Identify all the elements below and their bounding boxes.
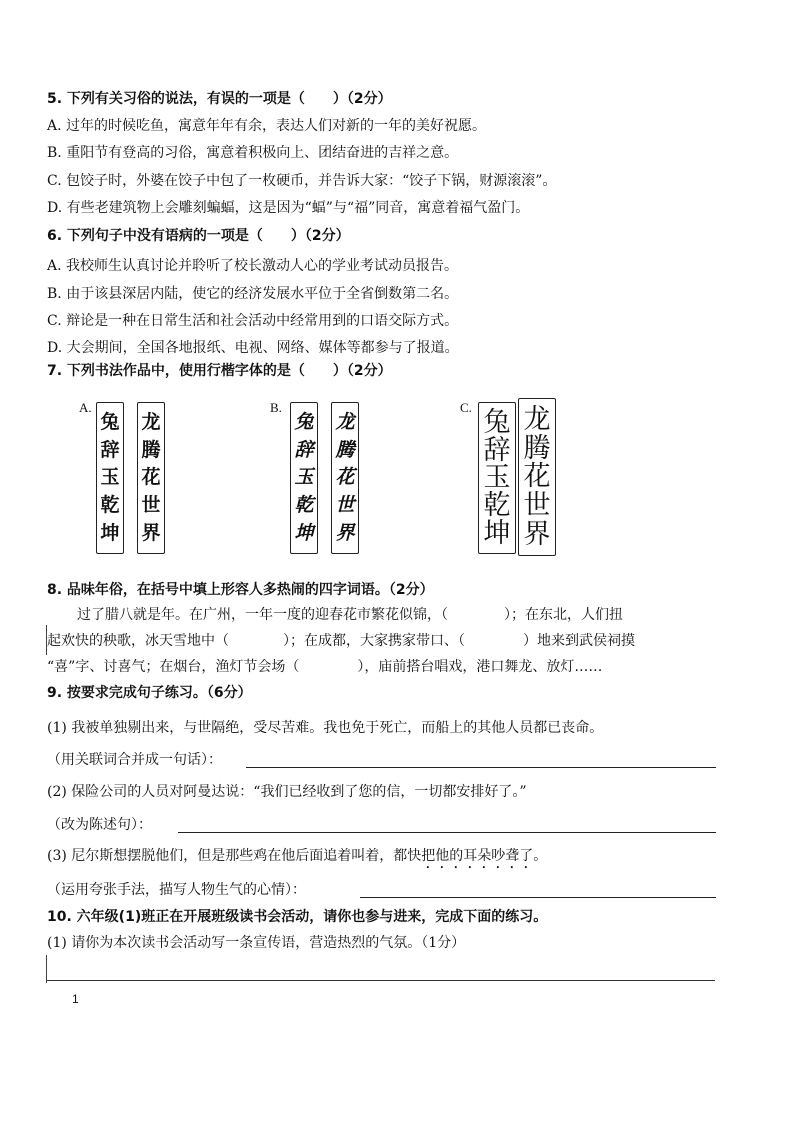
calligraphy-char: 花: [335, 466, 355, 489]
q7-title: 7. 下列书法作品中，使用行楷字体的是（ ）（2分）: [47, 363, 392, 379]
calligraphy-char: 乾: [294, 494, 314, 517]
q6-title: 6. 下列句子中没有语病的一项是（ ）（2分）: [47, 228, 350, 244]
q7-a-left-scroll: [96, 402, 124, 554]
q9-answer-line-2[interactable]: [178, 832, 716, 833]
calligraphy-char: 腾: [335, 438, 355, 461]
q8-passage-line-1: 过了腊八就是年。在广州，一年一度的迎春花市繁花似锦，（ ）；在东北，人们扭: [77, 607, 623, 623]
calligraphy-char: 世: [141, 494, 161, 517]
q9-answer-line-1[interactable]: [246, 767, 716, 768]
calligraphy-char: 界: [141, 521, 161, 544]
q8-passage-line-3: “喜”字、讨喜气；在烟台，渔灯节会场（ ），庙前搭台唱戏，港口舞龙、放灯……: [47, 659, 603, 675]
calligraphy-char: 花: [523, 461, 551, 493]
q10-answer-line-1[interactable]: [47, 980, 715, 981]
q7-option-b-label: B.: [270, 400, 282, 415]
q7-c-left-scroll: [478, 402, 516, 554]
calligraphy-char: 乾: [483, 490, 511, 522]
q6-option-a: A. 我校师生认真讨论并聆听了校长激动人心的学业考试动员报告。: [47, 258, 459, 274]
calligraphy-char: 花: [141, 466, 161, 489]
q5-option-b: B. 重阳节有登高的习俗，寓意着积极向上、团结奋进的吉祥之意。: [47, 145, 459, 161]
q9-req-1: （用关联词合并成一句话）：: [47, 752, 222, 768]
q6-option-c: C. 辩论是一种在日常生活和社会活动中经常用到的口语交际方式。: [47, 313, 459, 329]
q7-b-left-scroll: [290, 402, 318, 554]
calligraphy-char: 玉: [294, 466, 314, 489]
q8-title: 8. 品味年俗，在括号中填上形容人多热闹的四字词语。（2分）: [47, 582, 434, 598]
q8-passage-line-2: 起欢快的秧歌，冰天雪地中（ ）；在成都，大家携家带口、（ ）地来到武侯祠摸: [47, 633, 635, 649]
calligraphy-char: 兔: [483, 407, 511, 439]
calligraphy-char: 龙: [523, 403, 551, 435]
q10-sub-1: (1) 请你为本次读书会活动写一条宣传语，营造热烈的气氛。（1分）: [47, 935, 466, 951]
q6-option-b: B. 由于该县深居内陆，使它的经济发展水平位于全省倒数第二名。: [47, 286, 459, 302]
emphasized-phrase: 把他的耳朵吵聋了: [421, 848, 534, 864]
calligraphy-char: 兔: [294, 411, 314, 434]
q5-option-a: A. 过年的时候吃鱼，寓意年年有余，表达人们对新的一年的美好祝愿。: [47, 118, 487, 134]
calligraphy-char: 世: [523, 490, 551, 522]
calligraphy-char: 龙: [335, 411, 355, 434]
q5-option-c: C. 包饺子时，外婆在饺子中包了一枚硬币，并告诉大家：“饺子下锅，财源滚滚”。: [47, 173, 557, 189]
calligraphy-char: 辞: [294, 438, 314, 461]
calligraphy-char: 界: [335, 521, 355, 544]
q7-b-right-scroll: [331, 402, 359, 554]
q6-option-d: D. 大会期间，全国各地报纸、电视、网络、媒体等都参与了报道。: [47, 340, 459, 356]
calligraphy-char: 坤: [483, 517, 511, 549]
q7-option-c-label: C.: [460, 400, 472, 415]
calligraphy-char: 兔: [100, 411, 120, 434]
calligraphy-char: 乾: [100, 494, 120, 517]
q5-title: 5. 下列有关习俗的说法，有误的一项是（ ）（2分）: [47, 91, 392, 107]
calligraphy-char: 腾: [523, 432, 551, 464]
q5-option-d: D. 有些老建筑物上会雕刻蝙蝠，这是因为“蝠”与“福”同音，寓意着福气盈门。: [47, 200, 530, 216]
calligraphy-char: 世: [335, 494, 355, 517]
q9-sentence-2: (2) 保险公司的人员对阿曼达说：“我们已经收到了您的信，一切都安排好了。”: [47, 784, 527, 800]
q10-title: 10. 六年级(1)班正在开展班级读书会活动，请你也参与进来，完成下面的练习。: [47, 909, 548, 925]
calligraphy-char: 玉: [483, 462, 511, 494]
calligraphy-char: 玉: [100, 466, 120, 489]
calligraphy-char: 辞: [100, 438, 120, 461]
q9-req-3: （运用夸张手法，描写人物生气的心情）：: [47, 882, 306, 898]
calligraphy-char: 腾: [141, 438, 161, 461]
q9-answer-line-3[interactable]: [360, 897, 716, 898]
margin-mark: [46, 955, 47, 983]
q9-req-2: （改为陈述句）：: [47, 817, 152, 833]
q9-sentence-3: (3) 尼尔斯想摆脱他们，但是那些鸡在他后面追着叫着，都快把他的耳朵吵聋了。: [47, 848, 548, 864]
calligraphy-char: 坤: [100, 521, 120, 544]
page-number: 1: [72, 992, 79, 1006]
calligraphy-char: 坤: [294, 521, 314, 544]
margin-mark: [46, 625, 47, 655]
calligraphy-char: 龙: [141, 411, 161, 434]
q7-a-right-scroll: [137, 402, 165, 554]
calligraphy-char: 界: [523, 519, 551, 551]
q9-sentence-1: (1) 我被单独剔出来，与世隔绝，受尽苦难。我也免于死亡，而船上的其他人员都已丧命。: [47, 720, 604, 736]
q9-title: 9. 按要求完成句子练习。（6分）: [47, 685, 252, 701]
q7-option-a-label: A.: [79, 400, 92, 415]
q7-c-right-scroll: [518, 398, 556, 556]
calligraphy-char: 辞: [483, 434, 511, 466]
